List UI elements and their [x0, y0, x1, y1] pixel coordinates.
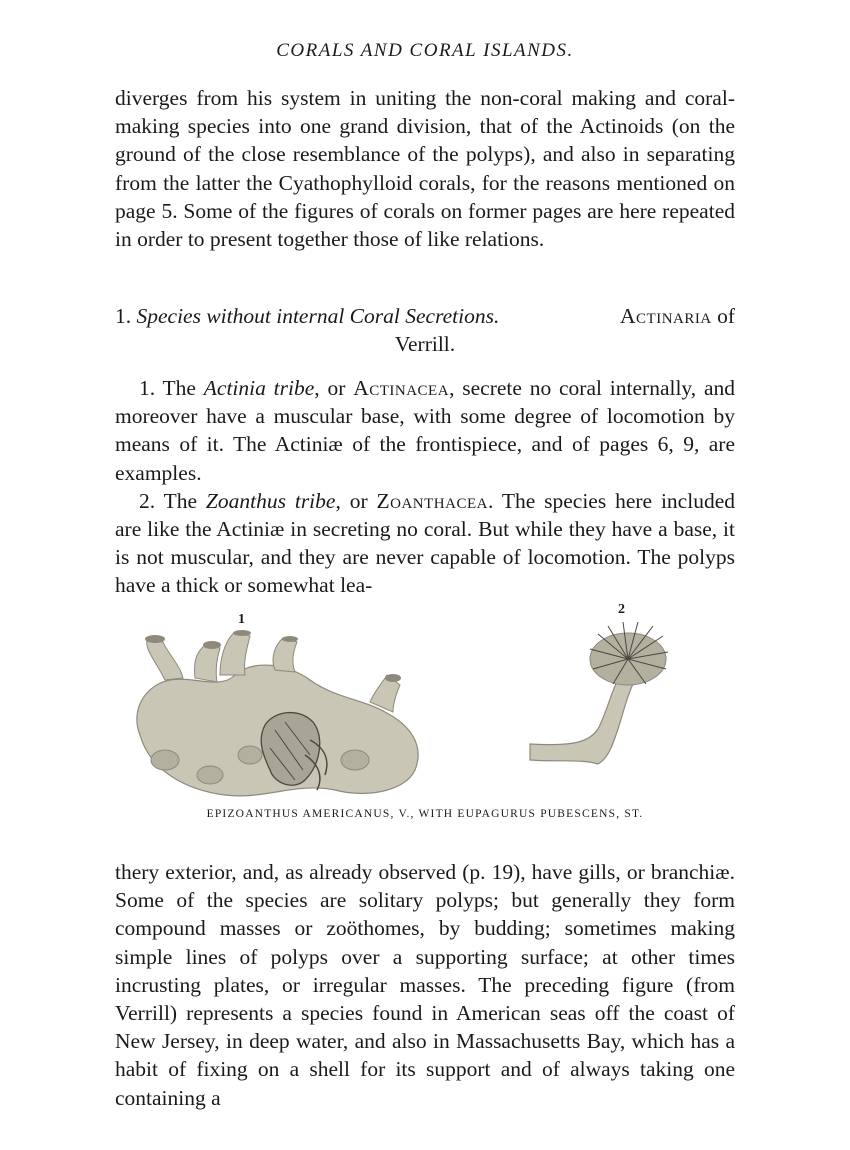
figure-caption: EPIZOANTHUS AMERICANUS, V., WITH EUPAGURUS PUBESCENS, ST.: [206, 808, 644, 820]
heading-number: 1.: [115, 304, 132, 328]
epizoanthus-colony-illustration: [125, 630, 455, 802]
running-head: CORALS AND CORAL ISLANDS.: [276, 40, 574, 61]
paragraph-actinia: 1. The Actinia tribe, or Actinacea, secrete no coral internally, and moreover have a muscular base, with some degree of locomotion by means of it. The Actiniæ of the frontispiece, and of pages 6, 9, are examples.: [115, 376, 736, 485]
heading-author: Verrill.: [394, 332, 456, 356]
paragraph-text: diverges from his system in uniting the non-coral making and coral-making species into one grand division, that of the Actinoids (on the ground of the close resemblance of the polyps), and also in separating from the latter the Cyathophylloid corals, for the reasons mentioned on page 5. Some of the figures of corals on former pages are here repeated in order to present together those of like relations.: [115, 86, 735, 252]
paragraph-zoanthus: 2. The Zoanthus tribe, or Zoanthacea. The species here included are like the Actiniæ in secreting no coral. But while they have a base, it is not muscular, and they are never capable of locomotion. The polyps have a thick or somewhat lea-: [115, 488, 735, 598]
section-heading: [115, 302, 735, 358]
solitary-polyp-illustration: [528, 614, 713, 779]
paragraph-text: thery exterior, and, as already observed (p. 19), have gills, or branchiæ. Some of the species are solitary polyps; but generally they form compound masses or zoöthomes, by budding; sometimes making simple lines of polyps over a supporting surface; at other times incrusting plates, or irregular masses. The preceding figure (from Verrill) represents a species found in American seas off the coast of New Jersey, in deep water, and also in Massachusetts Bay, which has a habit of fixing on a shell for its support and of always taking one containing a: [115, 860, 735, 1110]
figure-label-2: 2: [618, 602, 625, 617]
tribe-paragraphs: [115, 374, 735, 600]
heading-of: of: [717, 304, 735, 328]
heading-group-name: Actinaria: [620, 304, 712, 328]
heading-title: Species without internal Coral Secretions.: [136, 304, 500, 328]
paragraph-continuation: [115, 84, 735, 253]
figure-label-1: 1: [238, 612, 245, 627]
paragraph-continued-after-figure: [115, 858, 735, 1112]
polyp-stalk: [530, 679, 633, 764]
